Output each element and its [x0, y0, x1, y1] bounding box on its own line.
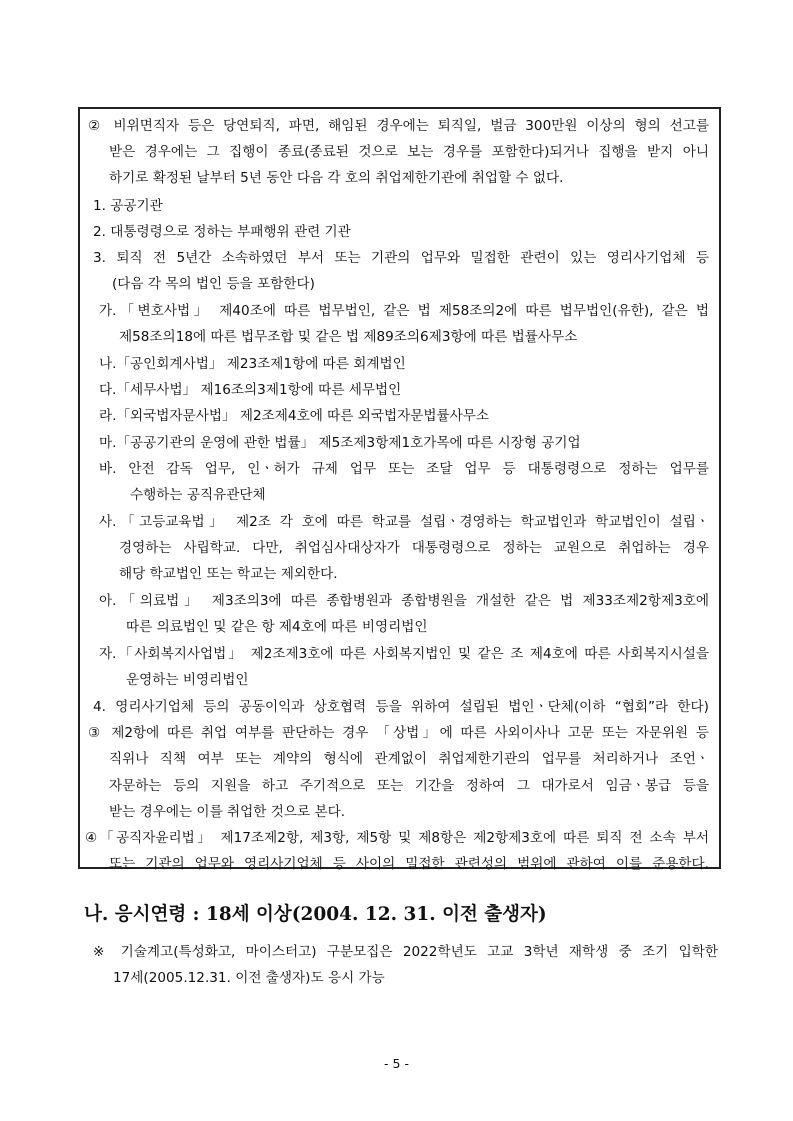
- section-heading-age: 나. 응시연령 : 18세 이상(2004. 12. 31. 이전 출생자): [84, 904, 547, 925]
- box-line: 1. 공공기관: [93, 198, 163, 214]
- box-line: 하기로 확정된 날부터 5년 동안 다음 각 호의 취업제한기관에 취업할 수 없다.: [109, 170, 564, 186]
- box-line: 2. 대통령령으로 정하는 부패행위 관련 기관: [93, 224, 351, 240]
- box-line: 가.「변호사법」 제40조에 따른 법무법인, 같은 법 제58조의2에 따른 법무법인(유한), 같은 법: [99, 303, 709, 319]
- box-line: 받은 경우에는 그 집행이 종료(종료된 것으로 보는 경우를 포함한다)되거나 집행을 받지 아니: [109, 144, 709, 160]
- box-line: 마.「공공기관의 운영에 관한 법률」 제5조제3항제1호가목에 따른 시장형 공기업: [99, 435, 581, 451]
- box-line: 받는 경우에는 이를 취업한 것으로 본다.: [109, 804, 346, 820]
- box-line: ④「공직자윤리법」 제17조제2항, 제3항, 제5항 및 제8항은 제2항제3호에 따른 퇴직 전 소속 부서: [85, 830, 709, 846]
- box-line: 해당 학교법인 또는 학교는 제외한다.: [119, 566, 338, 582]
- note-line-1: ※ 기술계고(특성화고, 마이스터고) 구분모집은 2022학년도 고교 3학년 재학생 중 조기 입학한: [93, 944, 718, 960]
- box-line: 운영하는 비영리법인: [126, 672, 249, 688]
- box-line: 또는 기관의 업무와 영리사기업체 등 사이의 밀접한 관련성의 범위에 관하여 이를 준용한다.: [109, 856, 709, 872]
- box-line: 수행하는 공직유관단체: [130, 487, 266, 503]
- box-line: ③ 제2항에 따른 취업 여부를 판단하는 경우 「상법」에 따른 사외이사나 고문 또는 자문위원 등: [88, 725, 709, 741]
- box-line: 경영하는 사립학교. 다만, 취업심사대상자가 대통령령으로 정하는 교원으로 취업하는 경우: [119, 540, 709, 556]
- box-line: 3. 퇴직 전 5년간 소속하였던 부서 또는 기관의 업무와 밀접한 관련이 있는 영리사기업체 등: [93, 250, 709, 266]
- box-line: 자문하는 등의 지원을 하고 주기적으로 또는 기간을 정하여 그 대가로서 임금ㆍ봉급 등을: [109, 778, 709, 794]
- box-line: ② 비위면직자 등은 당연퇴직, 파면, 해임된 경우에는 퇴직일, 벌금 300만원 이상의 형의 선고를: [88, 118, 709, 134]
- regulation-text-box: [78, 107, 721, 872]
- box-line: 따른 의료법인 및 같은 항 제4호에 따른 비영리법인: [126, 619, 428, 635]
- box-line: 아.「의료법」 제3조의3에 따른 종합병원과 종합병원을 개설한 같은 법 제33조제2항제3호에: [99, 593, 709, 609]
- box-line: 4. 영리사기업체 등의 공동이익과 상호협력 등을 위하여 설립된 법인ㆍ단체(이하 “협회”라 한다): [93, 699, 709, 715]
- box-line: 사.「고등교육법」 제2조 각 호에 따른 학교를 설립ㆍ경영하는 학교법인과 학교법인이 설립ㆍ: [99, 514, 709, 530]
- box-line: 나.「공인회계사법」 제23조제1항에 따른 회계법인: [99, 356, 406, 372]
- page-number: - 5 -: [384, 1056, 409, 1071]
- box-line: 자.「사회복지사업법」 제2조제3호에 따른 사회복지법인 및 같은 조 제4호에 따른 사회복지시설을: [99, 646, 709, 662]
- box-line: 바. 안전 감독 업무, 인ㆍ허가 규제 업무 또는 조달 업무 등 대통령령으로 정하는 업무를: [99, 461, 709, 477]
- box-line: 라.「외국법자문사법」 제2조제4호에 따른 외국법자문법률사무소: [99, 408, 490, 424]
- box-line: (다음 각 목의 법인 등을 포함한다): [112, 276, 315, 292]
- box-line: 제58조의18에 따른 법무조합 및 같은 법 제89조의6제3항에 따른 법률사무소: [119, 329, 578, 345]
- box-line: 직위나 직책 여부 또는 계약의 형식에 관계없이 취업제한기관의 업무를 처리하거나 조언ㆍ: [109, 751, 709, 767]
- note-line-2: 17세(2005.12.31. 이전 출생자)도 응시 가능: [113, 970, 385, 986]
- box-line: 다.「세무사법」 제16조의3제1항에 따른 세무법인: [99, 382, 402, 398]
